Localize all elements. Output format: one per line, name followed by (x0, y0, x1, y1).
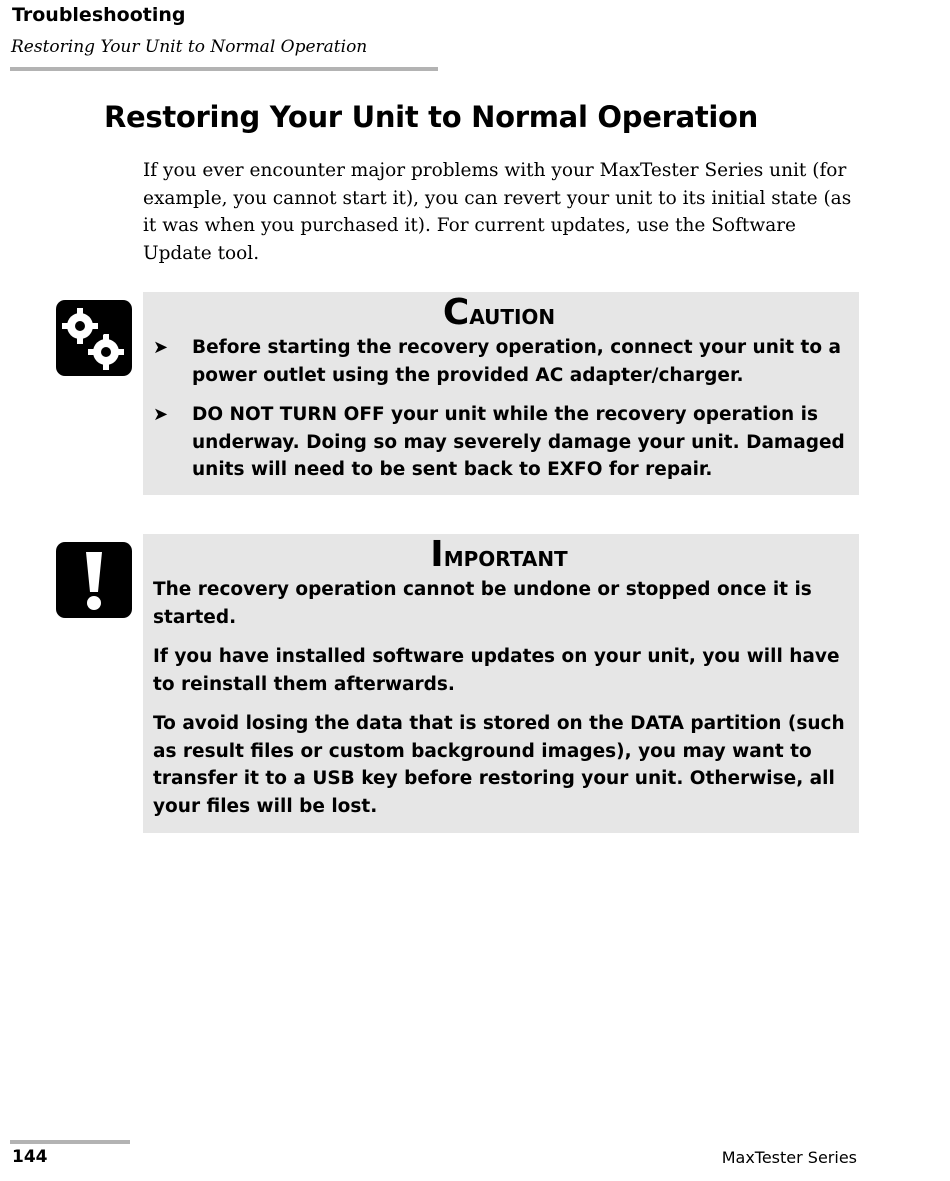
list-item: ➤ Before starting the recovery operation, connect your unit to a power outlet using the provided AC adapter/charger. (153, 334, 845, 389)
caution-title: Caution (442, 292, 556, 333)
caution-list (153, 334, 845, 484)
header-chapter: Troubleshooting (12, 4, 186, 26)
intro-paragraph: If you ever encounter major problems with your MaxTester Series unit (for example, you cannot start it), you can revert your unit to its initial state (as it was when you purchased it). For current updates, use the Software Update tool. (143, 160, 852, 264)
header-section: Restoring Your Unit to Normal Operation (11, 37, 368, 57)
important-paragraph: To avoid losing the data that is stored on the DATA partition (such as result files or custom background images), you may want to transfer it to a USB key before restoring your unit. Otherwise, all your files will be lost. (153, 713, 845, 817)
caution-box (143, 292, 859, 495)
list-item: ➤ DO NOT TURN OFF your unit while the recovery operation is underway. Doing so may severely damage your unit. Damaged units will need to be sent back to EXFO for repair. (153, 401, 845, 484)
arrow-bullet-icon: ➤ (153, 404, 169, 425)
caution-gears-icon (56, 300, 132, 376)
product-name: MaxTester Series (721, 1148, 857, 1167)
important-title: Important (430, 534, 568, 575)
important-box (143, 534, 859, 833)
arrow-bullet-icon: ➤ (153, 337, 169, 358)
footer-rule (10, 1140, 130, 1144)
header-rule (10, 67, 438, 71)
page-title: Restoring Your Unit to Normal Operation (104, 100, 759, 134)
important-paragraph: If you have installed software updates on your unit, you will have to reinstall them afterwards. (153, 646, 840, 695)
page-number: 144 (12, 1147, 48, 1167)
exclamation-icon (56, 542, 132, 618)
important-paragraph: The recovery operation cannot be undone or stopped once it is started. (153, 579, 812, 628)
